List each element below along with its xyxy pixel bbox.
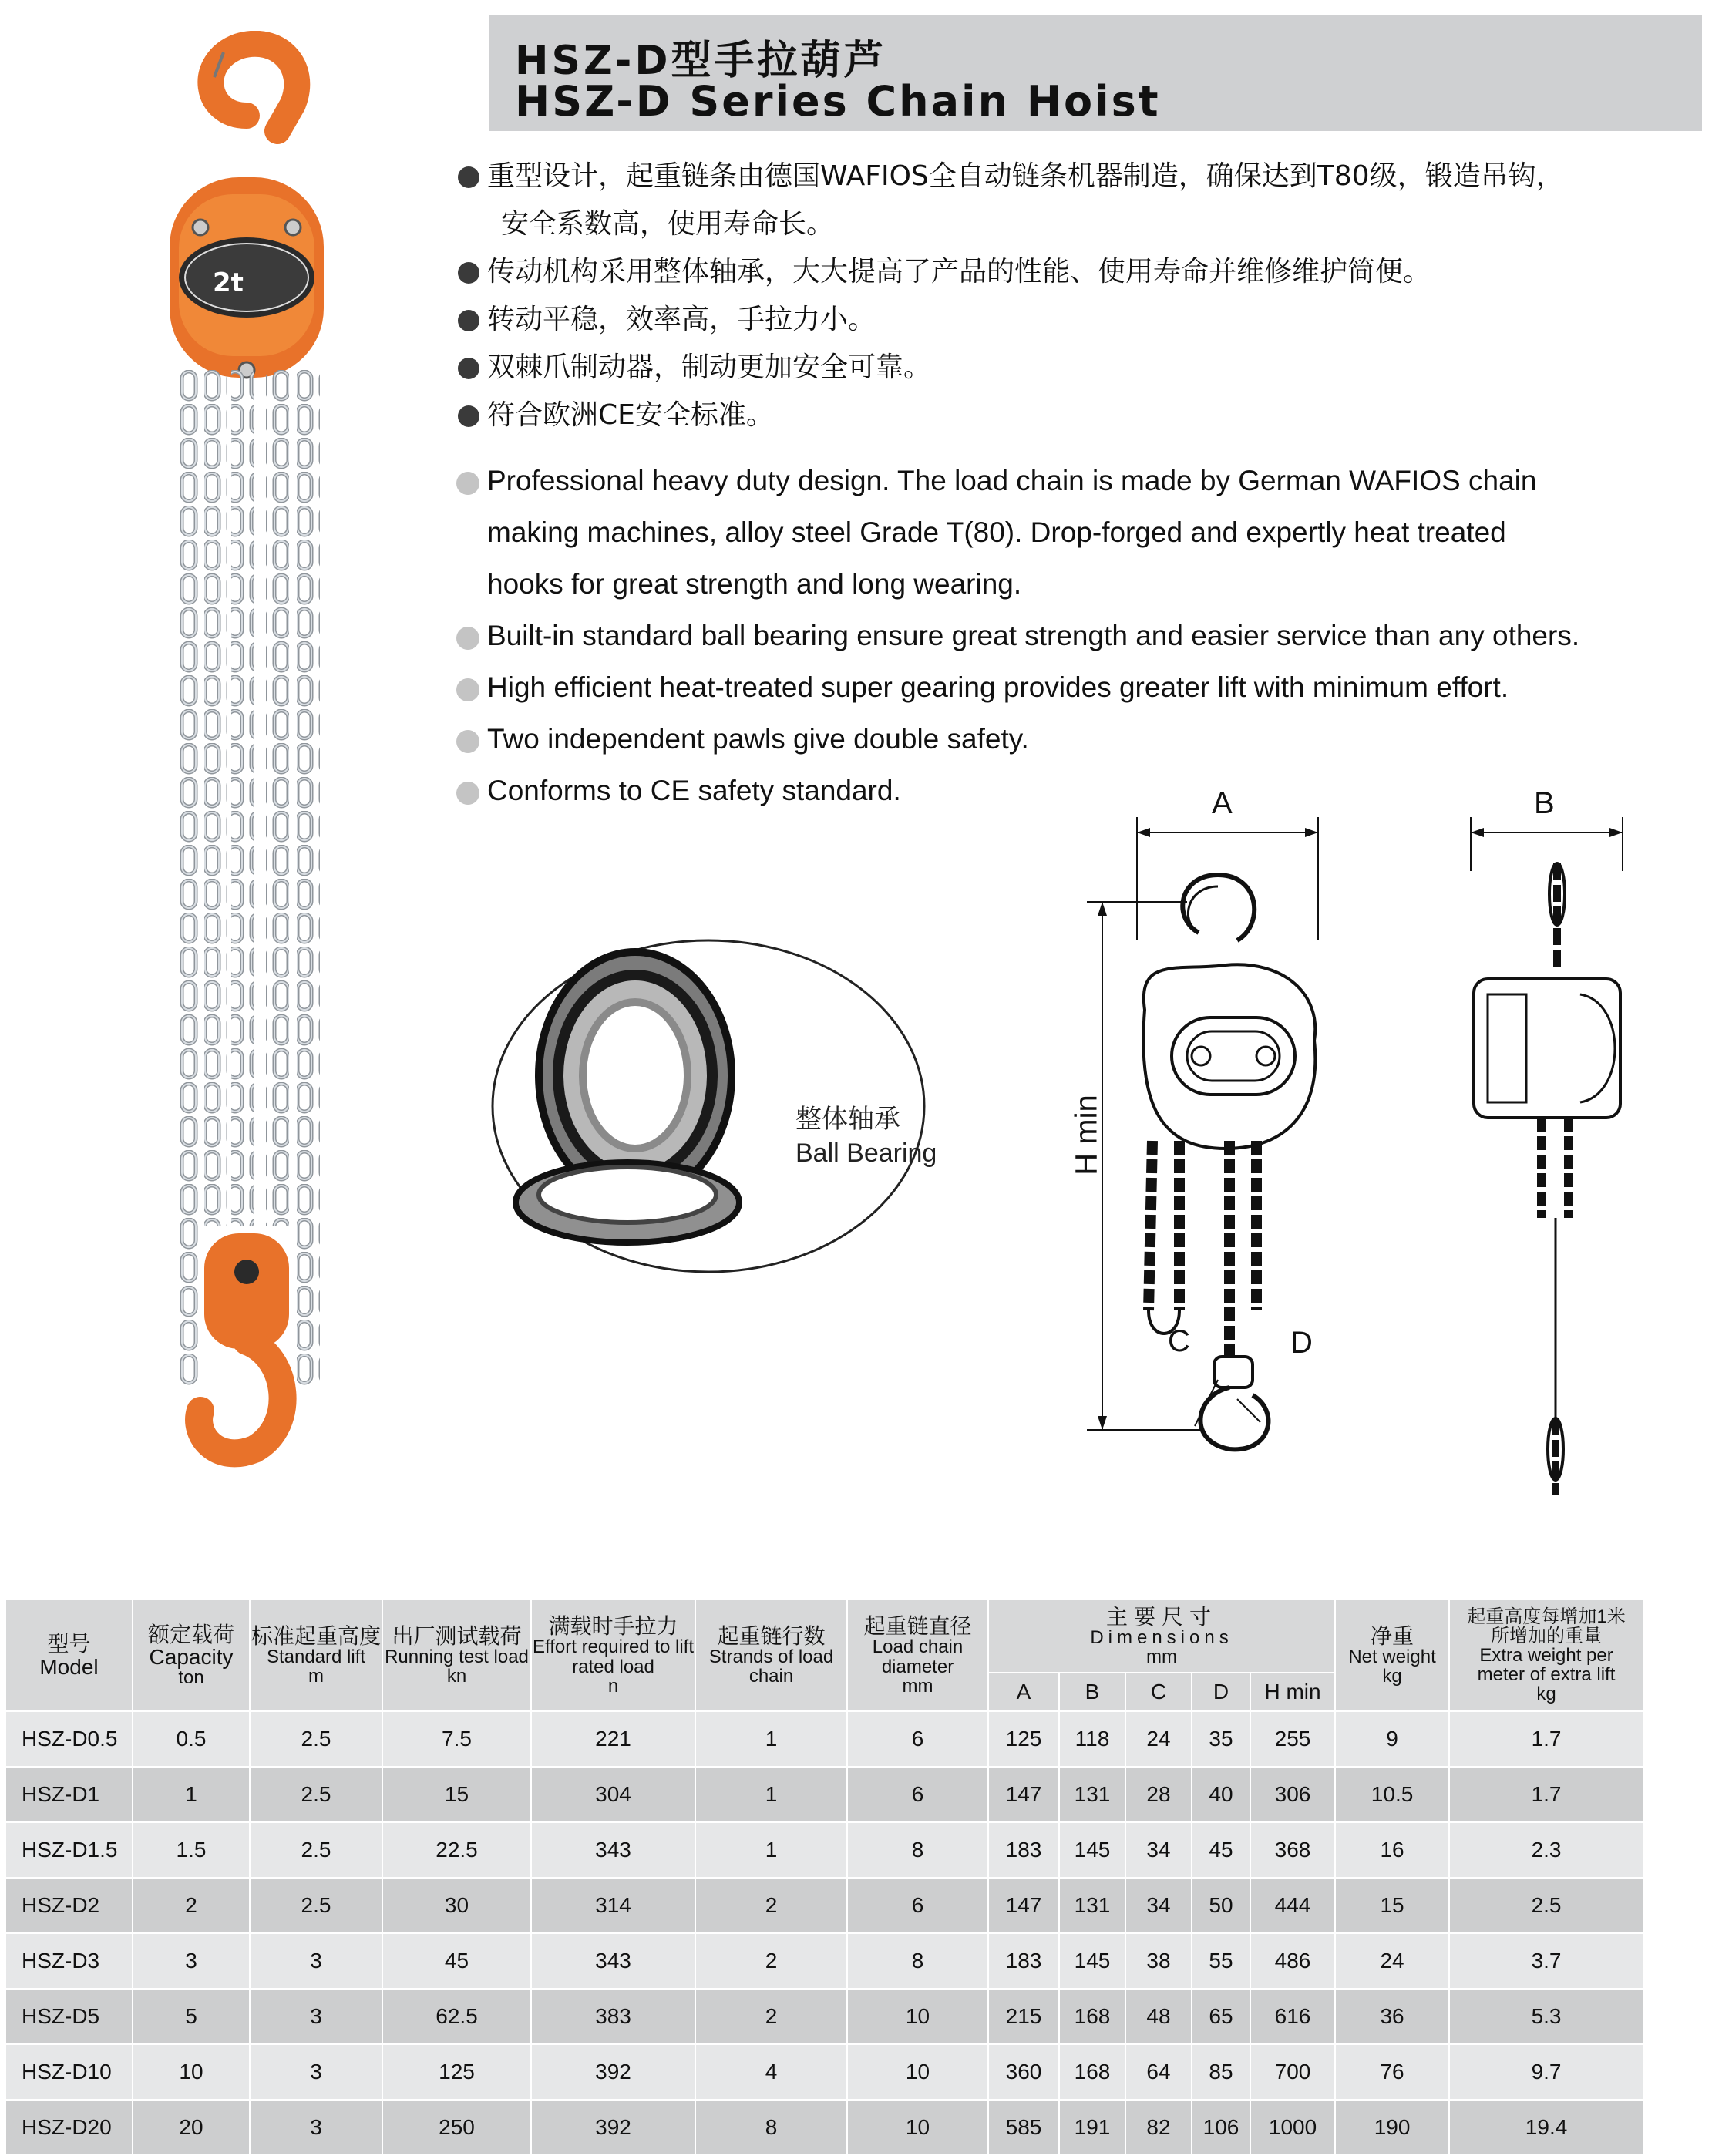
table-cell: 3: [133, 1934, 251, 1990]
header-extra-weight-zh2: 所增加的重量: [1491, 1625, 1603, 1646]
feature-en-item-cont: [455, 506, 1711, 558]
table-cell: 34: [1126, 1823, 1192, 1879]
feature-zh-text: 转动平稳，效率高，手拉力小。: [487, 304, 876, 335]
table-cell: 2: [696, 1990, 848, 2045]
table-cell: 6: [848, 1712, 989, 1768]
table-cell: 1: [696, 1712, 848, 1768]
header-extra-weight-zh1: 起重高度每增加1米: [1467, 1606, 1626, 1627]
dimension-drawing-front: [1064, 786, 1334, 1465]
table-cell: 145: [1060, 1823, 1126, 1879]
bullet-icon: [458, 358, 479, 379]
header-dim-a: [989, 1673, 1060, 1712]
table-cell: 486: [1251, 1934, 1336, 1990]
table-row: [6, 1879, 1644, 1934]
header-dim-b: [1060, 1673, 1126, 1712]
table-cell: 34: [1126, 1879, 1192, 1934]
dimension-drawing-side: [1465, 786, 1650, 1495]
header-dims-en: Dimensions: [1090, 1627, 1233, 1648]
model-cell: HSZ-D3: [6, 1934, 133, 1990]
table-cell: 10: [848, 2045, 989, 2101]
bullet-icon: [458, 166, 479, 188]
table-cell: 76: [1336, 2045, 1450, 2101]
table-cell: 28: [1126, 1768, 1192, 1823]
header-chain-dia-en: Load chain diameter: [872, 1636, 964, 1677]
ball-bearing-label-zh: 整体轴承: [795, 1105, 900, 1134]
feature-zh-item-cont: [455, 200, 1704, 248]
table-cell: 15: [1336, 1879, 1450, 1934]
dimension-label-hmin: H min: [1069, 1095, 1104, 1176]
ball-bearing-label-en: Ball Bearing: [795, 1139, 937, 1168]
table-cell: 125: [989, 1712, 1060, 1768]
header-chain-dia-unit: mm: [902, 1675, 933, 1697]
table-cell: 8: [848, 1823, 989, 1879]
header-dim-b-label: B: [1085, 1680, 1100, 1704]
specification-table: [6, 1600, 1644, 2156]
table-row: [6, 1712, 1644, 1768]
header-dimensions: [989, 1600, 1336, 1673]
table-cell: 1000: [1251, 2101, 1336, 2156]
table-cell: 9: [1336, 1712, 1450, 1768]
table-cell: 1.7: [1450, 1768, 1644, 1823]
table-cell: 215: [989, 1990, 1060, 2045]
capacity-plate-text: 2t: [213, 267, 244, 298]
bullet-icon: [458, 262, 479, 284]
table-cell: 9.7: [1450, 2045, 1644, 2101]
table-cell: 64: [1126, 2045, 1192, 2101]
table-cell: 10: [848, 1990, 989, 2045]
table-cell: 1: [696, 1823, 848, 1879]
table-cell: 10: [848, 2101, 989, 2156]
table-cell: 616: [1251, 1990, 1336, 2045]
table-cell: 250: [383, 2101, 532, 2156]
ball-bearing-label: [795, 1102, 937, 1170]
table-cell: 24: [1126, 1712, 1192, 1768]
header-net-weight: [1336, 1600, 1450, 1712]
table-cell: 2: [696, 1879, 848, 1934]
feature-en-text: Conforms to CE safety standard.: [487, 775, 901, 806]
table-cell: 392: [532, 2045, 696, 2101]
table-cell: 306: [1251, 1768, 1336, 1823]
feature-zh-text: 安全系数高，使用寿命长。: [501, 208, 835, 240]
header-extra-weight-unit: kg: [1536, 1683, 1556, 1705]
model-cell: HSZ-D0.5: [6, 1712, 133, 1768]
table-cell: 2.5: [251, 1823, 383, 1879]
table-cell: 65: [1192, 1990, 1251, 2045]
feature-zh-item: [455, 392, 1704, 439]
table-row: [6, 1768, 1644, 1823]
header-model: [6, 1600, 133, 1712]
header-extra-weight: [1450, 1600, 1644, 1712]
header-capacity-en: Capacity: [149, 1644, 234, 1669]
features-english-list: [455, 455, 1711, 816]
model-cell: HSZ-D1.5: [6, 1823, 133, 1879]
header-test-load-en: Running test load: [385, 1646, 529, 1667]
feature-zh-text: 传动机构采用整体轴承，大大提高了产品的性能、使用寿命并维修维护简便。: [487, 256, 1431, 288]
table-cell: 40: [1192, 1768, 1251, 1823]
table-row: [6, 2045, 1644, 2101]
feature-en-item: [455, 661, 1711, 713]
table-cell: 383: [532, 1990, 696, 2045]
feature-en-text: Built-in standard ball bearing ensure great strength and easier service than any others.: [487, 620, 1580, 651]
dimension-label-a: A: [1212, 786, 1233, 820]
feature-en-item: [455, 455, 1711, 506]
table-cell: 131: [1060, 1879, 1126, 1934]
bullet-icon: [456, 678, 479, 701]
table-cell: 131: [1060, 1768, 1126, 1823]
table-cell: 22.5: [383, 1823, 532, 1879]
bullet-icon: [458, 310, 479, 331]
table-cell: 168: [1060, 2045, 1126, 2101]
header-net-weight-zh: 净重: [1371, 1623, 1414, 1648]
header-chain-dia-zh: 起重链直径: [863, 1614, 972, 1639]
table-row: [6, 2101, 1644, 2156]
header-lift-zh: 标准起重高度: [251, 1623, 381, 1648]
feature-en-text: making machines, alloy steel Grade T(80). Drop-forged and expertly heat treated: [487, 516, 1506, 548]
header-dims-unit: mm: [1146, 1646, 1178, 1668]
header-chain-diameter: [848, 1600, 989, 1712]
table-cell: 343: [532, 1934, 696, 1990]
table-cell: 368: [1251, 1823, 1336, 1879]
table-cell: 1: [133, 1768, 251, 1823]
table-cell: 85: [1192, 2045, 1251, 2101]
header-dim-d-label: D: [1213, 1680, 1229, 1704]
header-capacity: [133, 1600, 251, 1712]
table-cell: 2.3: [1450, 1823, 1644, 1879]
table-cell: 35: [1192, 1712, 1251, 1768]
table-cell: 30: [383, 1879, 532, 1934]
header-dims-zh: 主要尺寸: [1106, 1604, 1218, 1629]
dimension-label-b: B: [1534, 786, 1555, 820]
table-cell: 392: [532, 2101, 696, 2156]
header-capacity-zh: 额定载荷: [147, 1622, 234, 1646]
table-cell: 5: [133, 1990, 251, 2045]
header-dim-hmin: [1251, 1673, 1336, 1712]
table-cell: 3: [251, 1990, 383, 2045]
table-cell: 255: [1251, 1712, 1336, 1768]
header-dim-d: [1192, 1673, 1251, 1712]
table-cell: 15: [383, 1768, 532, 1823]
table-cell: 343: [532, 1823, 696, 1879]
table-cell: 24: [1336, 1934, 1450, 1990]
table-cell: 16: [1336, 1823, 1450, 1879]
table-cell: 45: [1192, 1823, 1251, 1879]
bullet-icon: [456, 472, 479, 495]
table-cell: 2.5: [251, 1879, 383, 1934]
table-cell: 10.5: [1336, 1768, 1450, 1823]
table-cell: 82: [1126, 2101, 1192, 2156]
table-body: [6, 1712, 1644, 2156]
table-cell: 20: [133, 2101, 251, 2156]
bullet-icon: [456, 782, 479, 805]
header-strands-zh: 起重链行数: [717, 1623, 826, 1648]
header-lift: [251, 1600, 383, 1712]
table-cell: 585: [989, 2101, 1060, 2156]
table-cell: 36: [1336, 1990, 1450, 2045]
table-cell: 700: [1251, 2045, 1336, 2101]
header-effort-en: Effort required to lift rated load: [533, 1636, 694, 1677]
feature-zh-text: 重型设计，起重链条由德国WAFIOS全自动链条机器制造，确保达到T80级，锻造吊钩，: [487, 160, 1564, 192]
header-dim-c-label: C: [1150, 1680, 1167, 1704]
features-chinese-list: [455, 153, 1704, 439]
model-cell: HSZ-D5: [6, 1990, 133, 2045]
table-header-row-1: [6, 1600, 1644, 1673]
table-cell: 38: [1126, 1934, 1192, 1990]
header-strands: [696, 1600, 848, 1712]
table-cell: 304: [532, 1768, 696, 1823]
table-cell: 50: [1192, 1879, 1251, 1934]
table-cell: 183: [989, 1823, 1060, 1879]
feature-zh-item: [455, 248, 1704, 296]
bullet-icon: [456, 627, 479, 650]
feature-en-item-cont: [455, 558, 1711, 610]
header-effort-zh: 满载时手拉力: [548, 1614, 678, 1639]
header-lift-unit: m: [308, 1666, 324, 1687]
table-cell: 10: [133, 2045, 251, 2101]
table-cell: 3.7: [1450, 1934, 1644, 1990]
table-cell: 4: [696, 2045, 848, 2101]
table-cell: 1.5: [133, 1823, 251, 1879]
table-cell: 191: [1060, 2101, 1126, 2156]
table-cell: 8: [696, 2101, 848, 2156]
model-cell: HSZ-D10: [6, 2045, 133, 2101]
dimension-label-c: C: [1168, 1324, 1190, 1358]
feature-zh-item: [455, 344, 1704, 392]
table-cell: 19.4: [1450, 2101, 1644, 2156]
model-cell: HSZ-D1: [6, 1768, 133, 1823]
table-cell: 2: [696, 1934, 848, 1990]
header-net-weight-en: Net weight: [1348, 1646, 1436, 1667]
chain-hoist-photo: [131, 31, 339, 1542]
bullet-icon: [458, 405, 479, 427]
table-cell: 6: [848, 1879, 989, 1934]
table-cell: 125: [383, 2045, 532, 2101]
feature-zh-text: 双棘爪制动器，制动更加安全可靠。: [487, 351, 932, 383]
feature-zh-item: [455, 296, 1704, 344]
table-cell: 0.5: [133, 1712, 251, 1768]
table-cell: 444: [1251, 1879, 1336, 1934]
header-test-load-zh: 出厂测试载荷: [392, 1623, 522, 1648]
table-cell: 48: [1126, 1990, 1192, 2045]
title-banner: [489, 15, 1702, 131]
header-test-load-unit: kn: [446, 1666, 467, 1687]
header-capacity-unit: ton: [178, 1667, 204, 1689]
table-cell: 2.5: [251, 1712, 383, 1768]
table-cell: 1: [696, 1768, 848, 1823]
header-extra-weight-en1: Extra weight per: [1479, 1644, 1613, 1666]
feature-zh-item: [455, 153, 1704, 200]
table-cell: 3: [251, 1934, 383, 1990]
table-row: [6, 1823, 1644, 1879]
header-test-load: [383, 1600, 532, 1712]
table-cell: 7.5: [383, 1712, 532, 1768]
table-cell: 3: [251, 2101, 383, 2156]
table-cell: 147: [989, 1879, 1060, 1934]
table-cell: 55: [1192, 1934, 1251, 1990]
table-cell: 118: [1060, 1712, 1126, 1768]
bullet-icon: [456, 730, 479, 753]
feature-en-item: [455, 713, 1711, 765]
header-lift-en: Standard lift: [266, 1646, 366, 1667]
table-cell: 221: [532, 1712, 696, 1768]
table-cell: 168: [1060, 1990, 1126, 2045]
header-strands-en: Strands of load chain: [708, 1646, 834, 1687]
header-net-weight-unit: kg: [1382, 1666, 1402, 1687]
table-cell: 183: [989, 1934, 1060, 1990]
header-dim-c: [1126, 1673, 1192, 1712]
header-model-en: Model: [39, 1654, 99, 1679]
table-cell: 190: [1336, 2101, 1450, 2156]
table-cell: 106: [1192, 2101, 1251, 2156]
header-model-zh: 型号: [47, 1632, 91, 1657]
table-cell: 5.3: [1450, 1990, 1644, 2045]
header-effort-unit: n: [607, 1675, 619, 1697]
table-cell: 147: [989, 1768, 1060, 1823]
table-cell: 360: [989, 2045, 1060, 2101]
table-cell: 2.5: [1450, 1879, 1644, 1934]
table-cell: 45: [383, 1934, 532, 1990]
table-cell: 2.5: [251, 1768, 383, 1823]
feature-zh-text: 符合欧洲CE安全标准。: [487, 399, 774, 431]
model-cell: HSZ-D20: [6, 2101, 133, 2156]
header-dim-hmin-label: H min: [1264, 1680, 1321, 1704]
header-extra-weight-en2: meter of extra lift: [1477, 1664, 1616, 1686]
feature-en-text: Two independent pawls give double safety.: [487, 723, 1029, 755]
table-cell: 314: [532, 1879, 696, 1934]
header-effort: [532, 1600, 696, 1712]
feature-en-item: [455, 610, 1711, 661]
feature-en-text: Professional heavy duty design. The load chain is made by German WAFIOS chain: [487, 465, 1537, 496]
table-cell: 145: [1060, 1934, 1126, 1990]
table-row: [6, 1990, 1644, 2045]
table-cell: 1.7: [1450, 1712, 1644, 1768]
dimension-label-d: D: [1290, 1326, 1313, 1360]
title-english: HSZ-D Series Chain Hoist: [515, 77, 1161, 126]
header-dim-a-label: A: [1016, 1680, 1031, 1704]
table-cell: 2: [133, 1879, 251, 1934]
table-cell: 62.5: [383, 1990, 532, 2045]
table-cell: 8: [848, 1934, 989, 1990]
feature-en-text: hooks for great strength and long wearing.: [487, 568, 1022, 600]
table-cell: 3: [251, 2045, 383, 2101]
table-row: [6, 1934, 1644, 1990]
feature-en-text: High efficient heat-treated super gearing provides greater lift with minimum effort.: [487, 671, 1509, 703]
title-chinese: HSZ-D型手拉葫芦: [515, 38, 887, 84]
model-cell: HSZ-D2: [6, 1879, 133, 1934]
table-cell: 6: [848, 1768, 989, 1823]
